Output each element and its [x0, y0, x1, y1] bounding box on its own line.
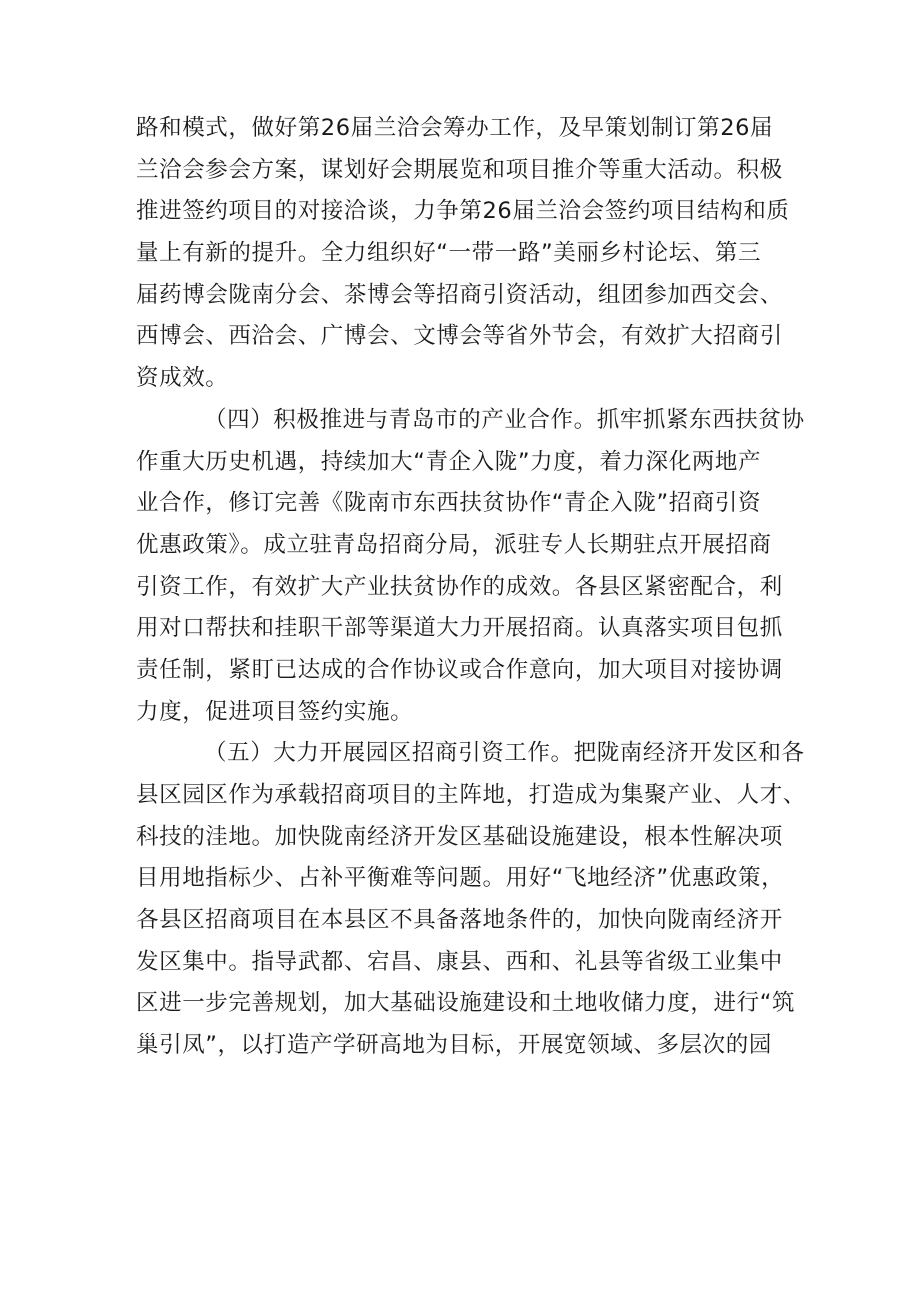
text-line: 区进一步完善规划，加大基础设施建设和土地收储力度，进行“筑 [136, 990, 796, 1017]
text-line: 县区园区作为承载招商项目的主阵地，打造成为集聚产业、人才、 [136, 782, 806, 808]
text-line: 巢引凤”，以打造产学研高地为目标，开展宽领域、多层次的园 [136, 1032, 772, 1059]
text-line: 各县区招商项目在本县区不具备落地条件的，加快向陇南经济开 [136, 907, 783, 934]
text-line: 优惠政策》。成立驻青岛招商分局，派驻专人长期驻点开展招商 [136, 531, 772, 558]
text-line: 推进签约项目的对接洽谈，力争第26届兰洽会签约项目结构和质 [136, 198, 790, 225]
text-line: 路和模式，做好第26届兰洽会筹办工作，及早策划制订第26届 [136, 115, 774, 141]
text-line: 西博会、西洽会、广博会、文博会等省外节会，有效扩大招商引 [136, 323, 783, 350]
text-line: 业合作，修订完善《陇南市东西扶贫协作“青企入陇”招商引资 [136, 490, 762, 517]
document-body [136, 108, 806, 1067]
text-line: 目用地指标少、占补平衡难等问题。用好“飞地经济”优惠政策， [136, 865, 785, 892]
text-line: 力度，促进项目签约实施。 [136, 698, 414, 725]
section-heading-line: （四）积极推进与青岛市的产业合作。抓牢抓紧东西扶贫协 [204, 406, 805, 433]
section-heading-line: （五）大力开展园区招商引资工作。把陇南经济开发区和各 [204, 740, 805, 767]
paragraph-section-5 [136, 733, 806, 1067]
text-line: 届药博会陇南分会、茶博会等招商引资活动，组团参加西交会、 [136, 281, 783, 308]
text-line: 量上有新的提升。全力组织好“一带一路”美丽乡村论坛、第三 [136, 240, 762, 267]
paragraph-continuation [136, 108, 796, 400]
text-line: 资成效。 [136, 365, 229, 392]
paragraph-section-4 [136, 400, 805, 734]
text-line: 作重大历史机遇，持续加大“青企入陇”力度，着力深化两地产 [136, 448, 762, 475]
text-line: 引资工作，有效扩大产业扶贫协作的成效。各县区紧密配合，利 [136, 573, 783, 600]
text-line: 兰洽会参会方案，谋划好会期展览和项目推介等重大活动。积极 [136, 156, 783, 183]
text-line: 发区集中。指导武都、宕昌、康县、西和、礼县等省级工业集中 [136, 948, 783, 975]
text-line: 用对口帮扶和挂职干部等渠道大力开展招商。认真落实项目包抓 [136, 615, 783, 642]
text-line: 责任制，紧盯已达成的合作协议或合作意向，加大项目对接协调 [136, 656, 783, 683]
text-line: 科技的洼地。加快陇南经济开发区基础设施建设，根本性解决项 [136, 823, 783, 850]
